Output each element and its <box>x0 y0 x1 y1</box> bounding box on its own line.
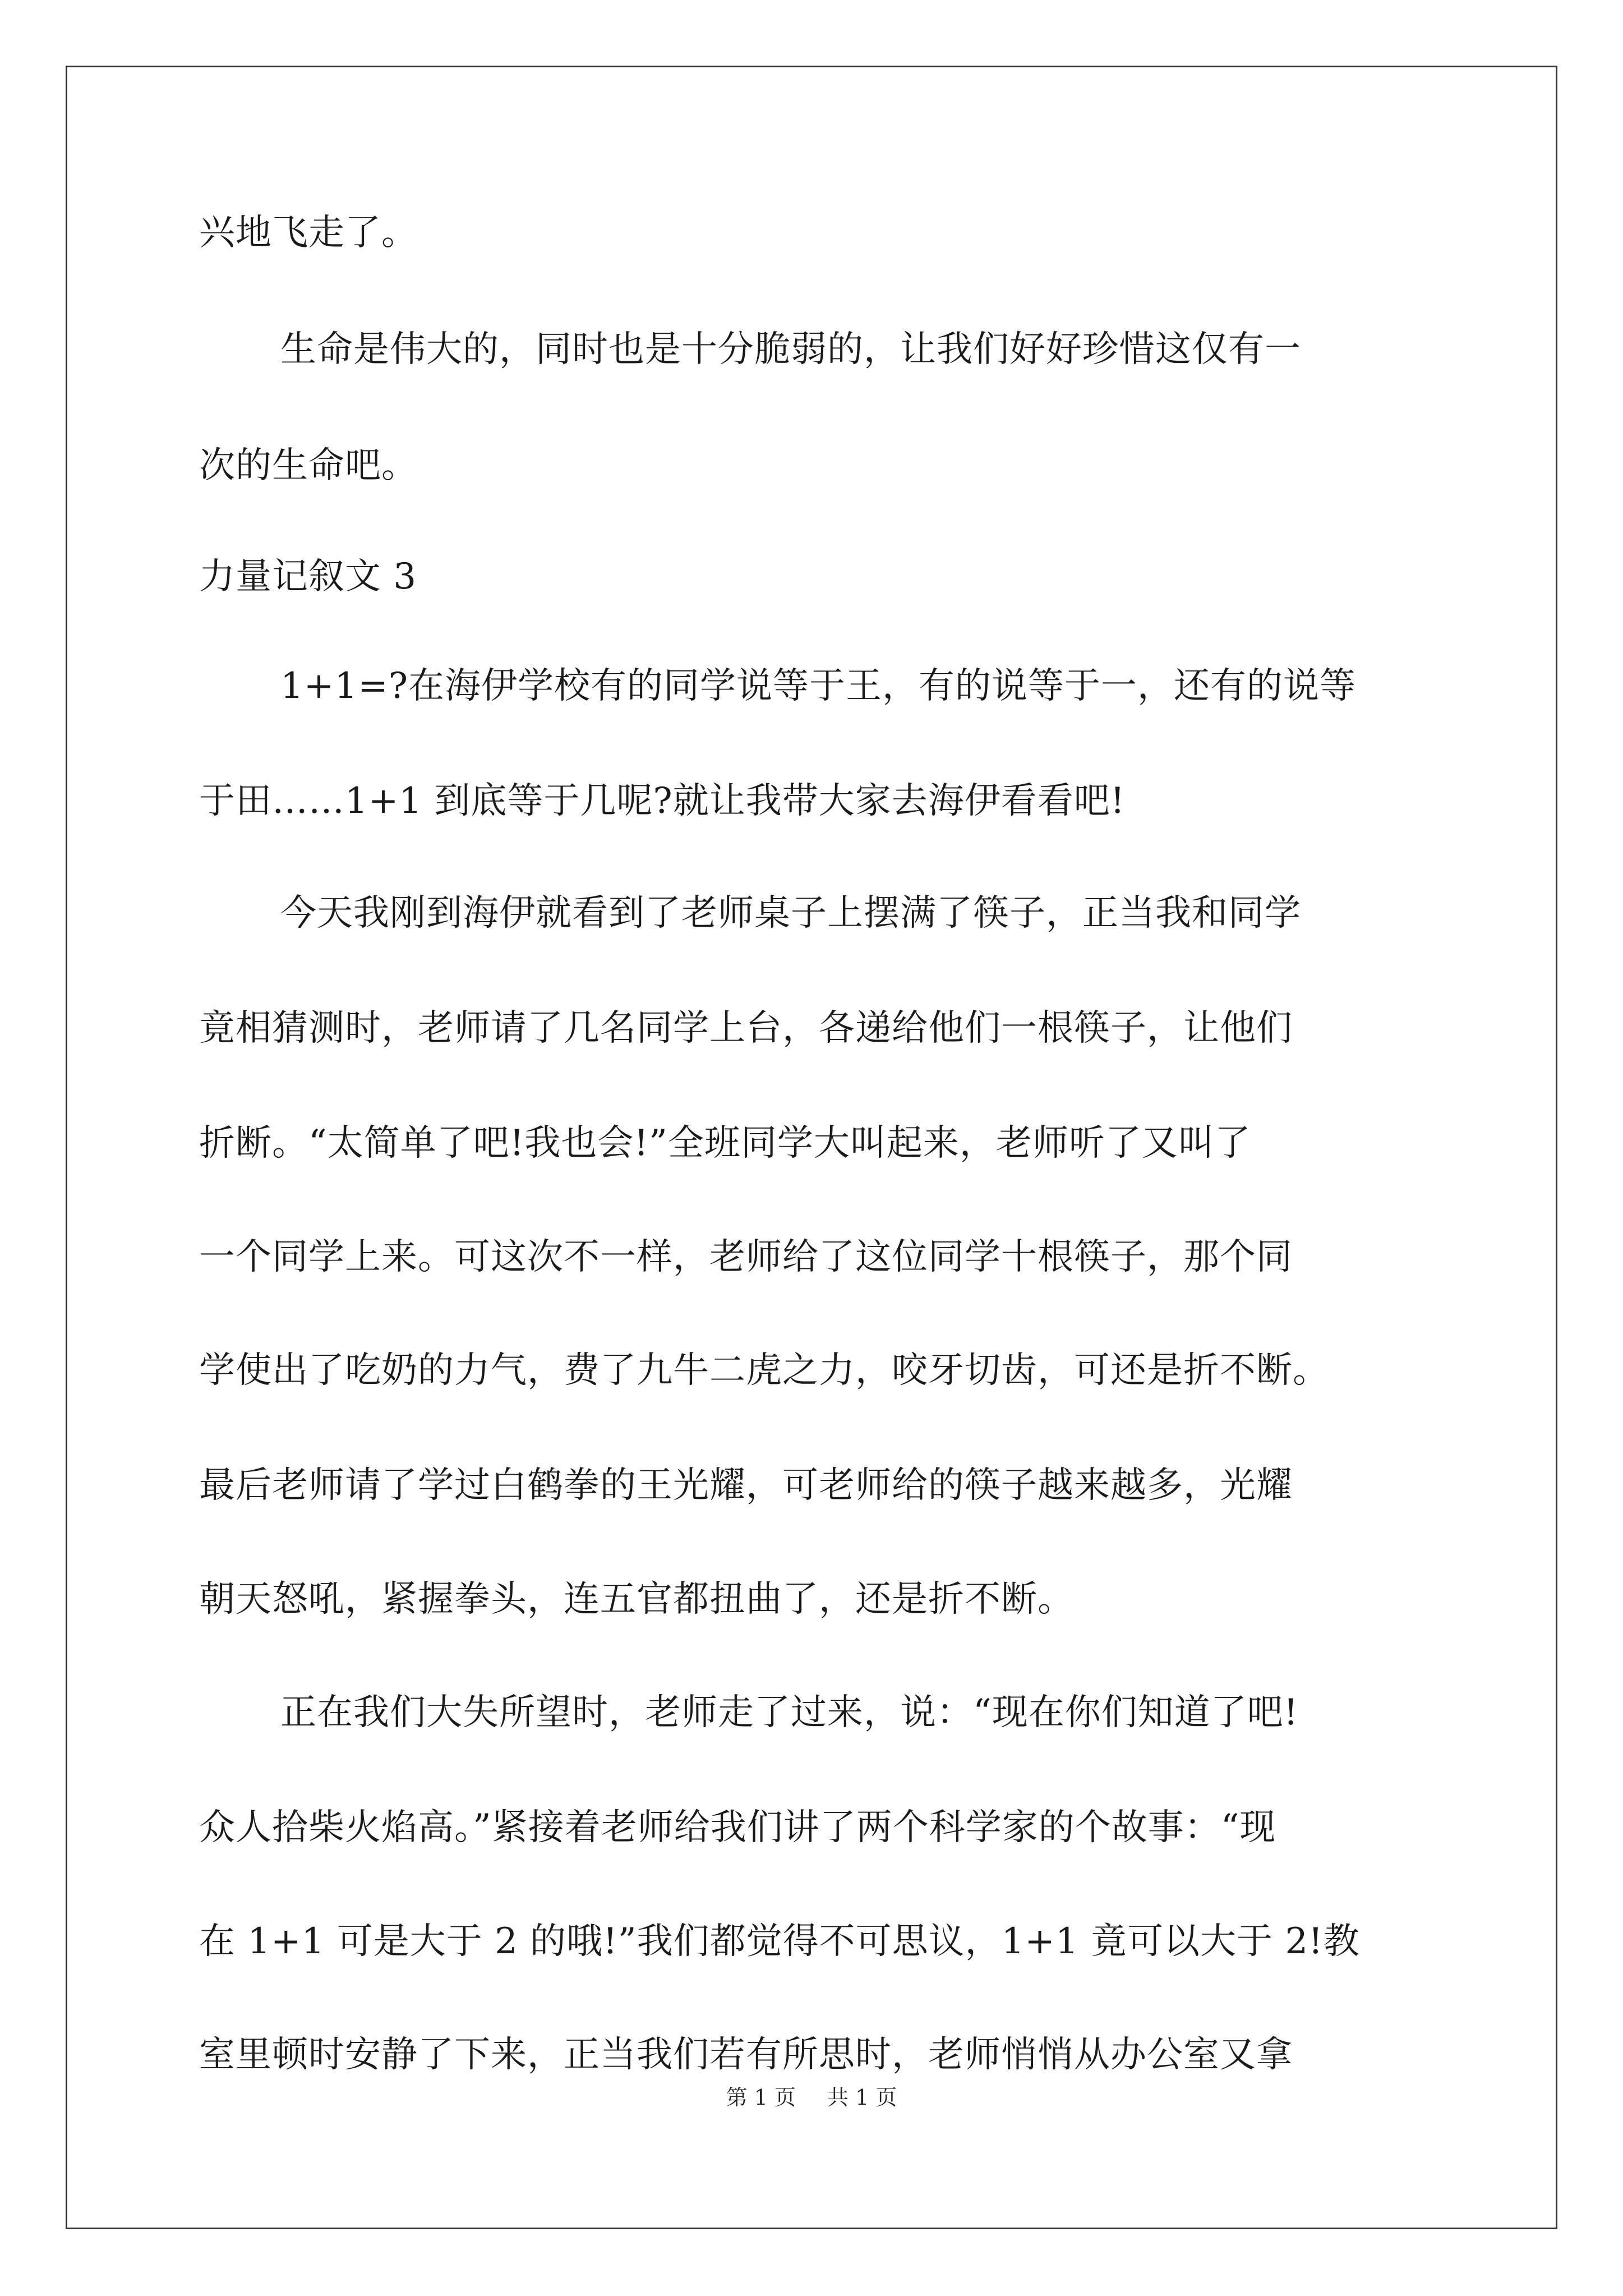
body-text-line: 于田……1+1 到底等于几呢?就让我带大家去海伊看看吧! <box>199 780 1126 822</box>
body-text-line: 在 1+1 可是大于 2 的哦!”我们都觉得不可思议，1+1 竟可以大于 2!教 <box>199 1921 1360 1962</box>
page-footer <box>0 2083 1623 2111</box>
page-total: 共 1 页 <box>827 2085 897 2110</box>
body-text-line: 今天我刚到海伊就看到了老师桌子上摆满了筷子，正当我和同学 <box>280 892 1301 934</box>
body-text-line: 最后老师请了学过白鹤拳的王光耀，可老师给的筷子越来越多，光耀 <box>199 1465 1293 1506</box>
page-number: 第 1 页 <box>726 2085 796 2110</box>
body-text-line: 朝天怒吼，紧握拳头，连五官都扭曲了，还是折不断。 <box>199 1579 1074 1620</box>
body-text-line: 竟相猜测时，老师请了几名同学上台，各递给他们一根筷子，让他们 <box>199 1007 1293 1049</box>
body-text-line: 正在我们大失所望时，老师走了过来，说：“现在你们知道了吧! <box>280 1692 1299 1733</box>
body-text-line: 次的生命吧。 <box>199 445 418 486</box>
section-heading: 力量记叙文 3 <box>199 556 417 597</box>
body-text-line: 生命是伟大的，同时也是十分脆弱的，让我们好好珍惜这仅有一 <box>280 329 1301 370</box>
body-text-line: 众人拾柴火焰高。”紧接着老师给我们讲了两个科学家的个故事：“现 <box>199 1807 1276 1848</box>
body-text-line: 折断。“太简单了吧!我也会!”全班同学大叫起来，老师听了又叫了 <box>199 1122 1251 1164</box>
body-text-line: 兴地飞走了。 <box>199 212 418 254</box>
body-text-line: 学使出了吃奶的力气，费了九牛二虎之力，咬牙切齿，可还是折不断。 <box>199 1350 1329 1391</box>
body-text-line: 1+1=?在海伊学校有的同学说等于王，有的说等于一，还有的说等 <box>280 665 1356 707</box>
body-text-line: 室里顿时安静了下来，正当我们若有所思时，老师悄悄从办公室又拿 <box>199 2034 1293 2076</box>
body-text-line: 一个同学上来。可这次不一样，老师给了这位同学十根筷子，那个同 <box>199 1236 1293 1278</box>
